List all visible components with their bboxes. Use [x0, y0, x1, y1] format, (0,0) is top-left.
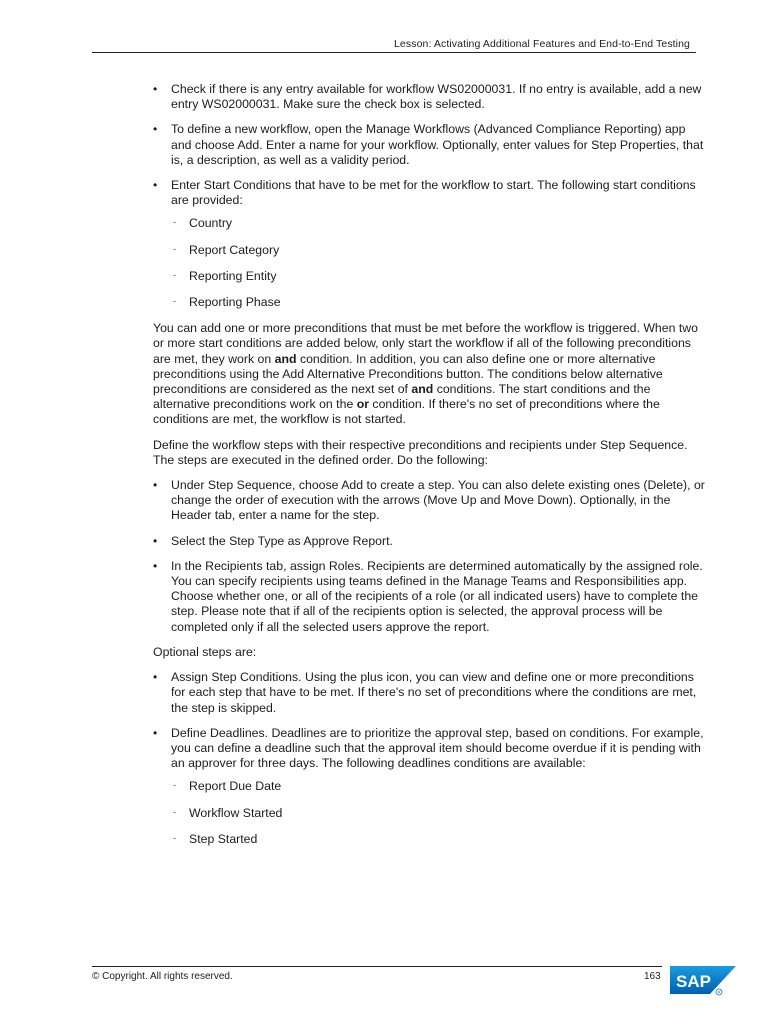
sap-logo-icon: [670, 966, 736, 996]
bullet-define-workflow: [153, 122, 709, 168]
subitem-workflow-started: [171, 806, 709, 821]
subitem-text: Reporting Entity: [189, 268, 277, 283]
subitem-report-category: [171, 243, 709, 258]
bullet-text: Under Step Sequence, choose Add to create a step. You can also delete existing ones (Delete), or change the order of execution with the arrows (Move Up and Move Down). Optionally, in the Header tab, enter a name for the step.: [171, 478, 705, 523]
deadline-conditions-list: [171, 779, 709, 847]
registered-mark-glyph: R: [717, 989, 721, 995]
bullet-text: Assign Step Conditions. Using the plus icon, you can view and define one or more preconditions for each step that have to be met. If there's no set of preconditions where the conditions are met, the step is skipped.: [171, 670, 697, 715]
dash-marker: -: [173, 243, 176, 254]
bullet-marker: •: [153, 725, 158, 740]
subitem-text: Country: [189, 216, 233, 231]
subitem-report-due-date: [171, 779, 709, 794]
sap-logo-text: SAP: [676, 972, 711, 991]
para-text: You can add one or more preconditions that must be met before the workflow is triggered. When two or more start conditions are added below, only start the workflow if all of the following preconditions are met, they work on: [153, 321, 699, 366]
bullet-marker: •: [153, 478, 158, 493]
bullet-start-conditions: [153, 178, 709, 310]
bullet-check-entry: [153, 82, 709, 112]
bullet-text: Enter Start Conditions that have to be met for the workflow to start. The following start conditions are provided:: [171, 178, 696, 208]
bullet-text: In the Recipients tab, assign Roles. Recipients are determined automatically by the assigned role. You can specify recipients using teams defined in the Manage Teams and Responsibilities app. Choose whether one, or all of the recipients of a role (or all indicated users) have to complete the step. Please note that if all of the recipients option is selected, the approval process will be completed only if all the selected users approve the report.: [171, 558, 703, 634]
optional-paragraph: Optional steps are:: [153, 644, 257, 659]
dash-marker: -: [173, 806, 176, 817]
dash-marker: -: [173, 296, 176, 307]
para-text: condition. If there's no set of preconditions where the conditions are met, the workflow is not started.: [153, 397, 660, 427]
subitem-text: Report Category: [189, 242, 280, 257]
bullet-step-conditions: [153, 670, 709, 716]
bold-and: and: [274, 351, 297, 366]
subitem-country: [171, 216, 709, 231]
dash-marker: -: [173, 217, 176, 228]
start-conditions-list: [171, 216, 709, 310]
subitem-reporting-phase: [171, 295, 709, 310]
bullet-marker: •: [153, 558, 158, 573]
para-text: condition. In addition, you can also define one or more alternative preconditions using the Add Alternative Preconditions button. The conditions below alternative preconditions are considered as the next set of: [153, 351, 663, 397]
bullet-marker: •: [153, 178, 158, 193]
subitem-reporting-entity: [171, 269, 709, 284]
page-header: [92, 36, 696, 53]
bullet-step-type: [153, 534, 709, 549]
bullet-text: Define Deadlines. Deadlines are to prioritize the approval step, based on conditions. For example, you can define a deadline such that the approval item should become overdue if it is pending with an approver for three days. The following deadlines conditions are available:: [171, 725, 704, 771]
bullet-deadlines: [153, 726, 709, 847]
subitem-text: Report Due Date: [189, 779, 282, 794]
subitem-text: Workflow Started: [189, 805, 283, 820]
subitem-step-started: [171, 832, 709, 847]
steps-paragraph: Define the workflow steps with their respective preconditions and recipients under Step Sequence. The steps are executed in the defined order. Do the following:: [153, 437, 688, 467]
bullet-recipients: [153, 559, 709, 635]
page-number: 163: [644, 971, 661, 982]
lesson-title: Lesson: Activating Additional Features and End-to-End Testing: [393, 38, 690, 50]
bullet-step-sequence: [153, 478, 709, 524]
footer-rule: [92, 966, 662, 967]
bold-and: and: [411, 382, 434, 397]
bullet-marker: •: [153, 670, 158, 685]
copyright-notice: © Copyright. All rights reserved.: [92, 971, 233, 982]
bullet-text: Select the Step Type as Approve Report.: [171, 533, 393, 548]
dash-marker: -: [173, 832, 176, 843]
para-text: conditions. The start conditions and the alternative preconditions work on the: [153, 382, 651, 412]
bold-or: or: [356, 397, 370, 412]
bullet-text: Check if there is any entry available for workflow WS02000031. If no entry is available, add a new entry WS02000031. Make sure the check box is selected.: [171, 82, 702, 112]
bullet-marker: •: [153, 533, 158, 548]
dash-marker: -: [173, 269, 176, 280]
step-bullet-list: [153, 478, 709, 635]
dash-marker: -: [173, 780, 176, 791]
subitem-text: Step Started: [189, 831, 258, 846]
bullet-marker: •: [153, 122, 158, 137]
preconditions-paragraph: [153, 321, 709, 427]
bullet-marker: •: [153, 82, 158, 96]
subitem-text: Reporting Phase: [189, 295, 281, 310]
intro-bullet-list: [153, 82, 709, 310]
document-body: [153, 82, 709, 858]
optional-bullet-list: [153, 670, 709, 847]
bullet-text: To define a new workflow, open the Manage Workflows (Advanced Compliance Reporting) app and choose Add. Enter a name for your workflow. Optionally, enter values for Step Properties, that is, a description, as well as a validity period.: [171, 122, 704, 167]
